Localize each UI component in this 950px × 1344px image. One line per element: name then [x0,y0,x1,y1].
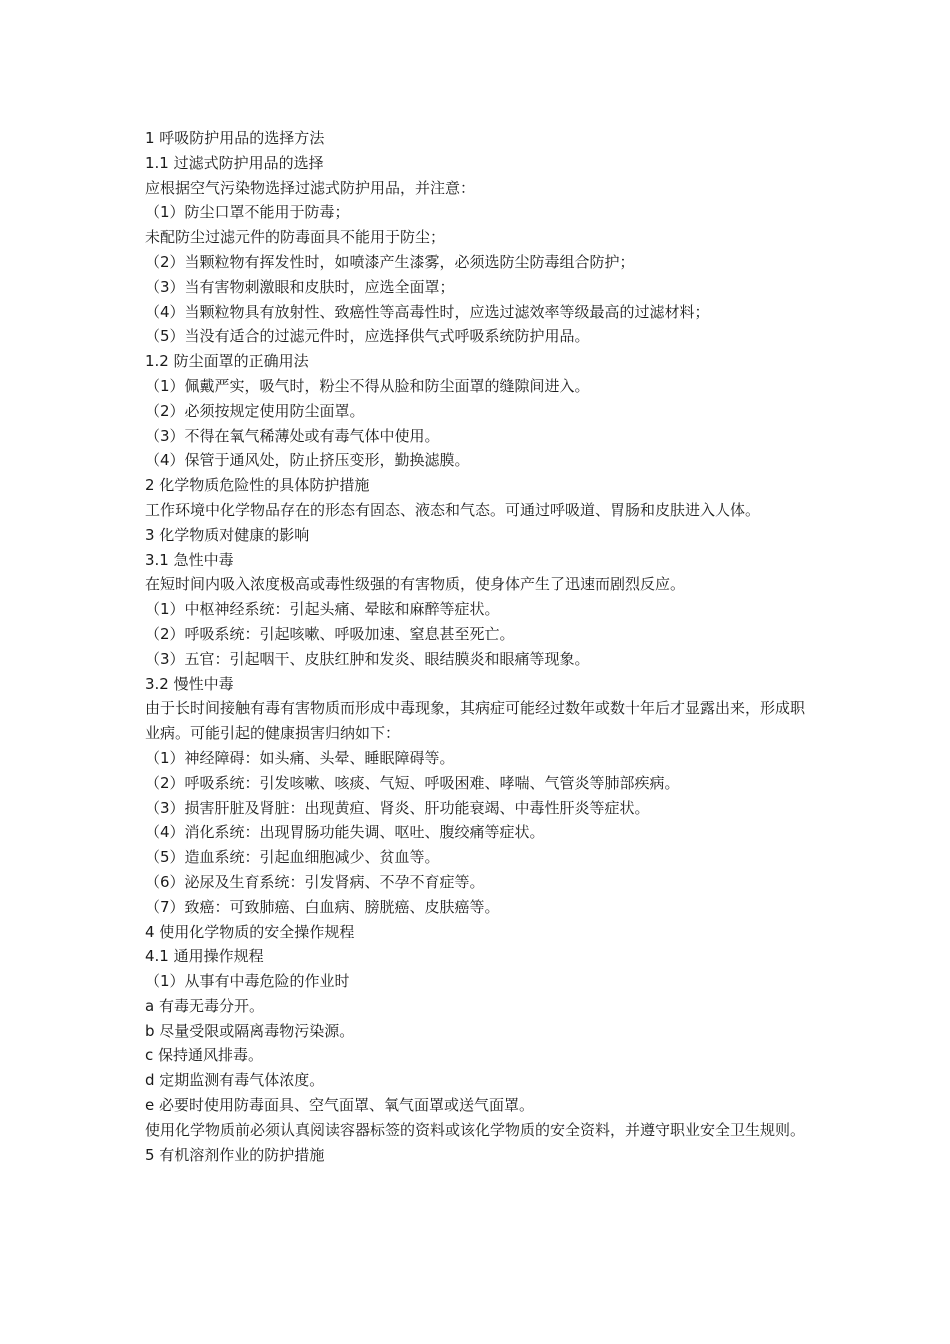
heading-1-2: 1.2 防尘面罩的正确用法 [145,352,309,371]
paragraph: 工作环境中化学物品存在的形态有固态、液态和气态。可通过呼吸道、胃肠和皮肤进入人体。 [145,500,761,519]
heading-3-1: 3.1 急性中毒 [145,550,234,569]
paragraph: 应根据空气污染物选择过滤式防护用品，并注意： [145,178,476,197]
list-item: （1）神经障碍：如头痛、头晕、睡眠障碍等。 [145,748,455,767]
list-item: （7）致癌：可致肺癌、白血病、膀胱癌、皮肤癌等。 [145,897,500,916]
paragraph: 使用化学物质前必须认真阅读容器标签的资料或该化学物质的安全资料，并遵守职业安全卫生规则。 [145,1120,806,1139]
list-item: （2）必须按规定使用防尘面罩。 [145,401,365,420]
sub-list-item: a 有毒无毒分开。 [145,996,264,1015]
heading-1: 1 呼吸防护用品的选择方法 [145,129,325,147]
heading-4: 4 使用化学物质的安全操作规程 [145,922,355,941]
sub-list-item: b 尽量受限或隔离毒物污染源。 [145,1021,355,1040]
list-item: （1）佩戴严实，吸气时，粉尘不得从脸和防尘面罩的缝隙间进入。 [145,376,590,395]
paragraph: 在短时间内吸入浓度极高或毒性级强的有害物质，使身体产生了迅速而剧烈反应。 [145,575,686,594]
heading-3: 3 化学物质对健康的影响 [145,525,310,544]
list-item: （1）从事有中毒危险的作业时 [145,972,350,991]
heading-5: 5 有机溶剂作业的防护措施 [145,1145,325,1164]
list-item: （4）消化系统：出现胃肠功能失调、呕吐、腹绞痛等症状。 [145,823,545,842]
list-item: （2）当颗粒物有挥发性时，如喷漆产生漆雾，必须选防尘防毒组合防护； [145,252,635,271]
list-item: （3）五官：引起咽干、皮肤红肿和发炎、眼结膜炎和眼痛等现象。 [145,649,590,668]
sub-list-item: c 保持通风排毒。 [145,1046,264,1065]
document-body [145,126,805,1167]
list-item: （2）呼吸系统：引起咳嗽、呼吸加速、窒息甚至死亡。 [145,624,515,643]
paragraph: 由于长时间接触有毒有害物质而形成中毒现象，其病症可能经过数年或数十年后才显露出来，形成职业病。可能引起的健康损害归纳如下： [145,699,806,743]
list-item: （4）保管于通风处，防止挤压变形，勤换滤膜。 [145,451,470,470]
heading-2: 2 化学物质危险性的具体防护措施 [145,476,370,495]
list-item: （2）呼吸系统：引发咳嗽、咳痰、气短、呼吸困难、哮喘、气管炎等肺部疾病。 [145,773,680,792]
list-item: （3）不得在氧气稀薄处或有毒气体中使用。 [145,426,440,445]
list-item: （1）防尘口罩不能用于防毒； [145,203,350,222]
list-item: （5）当没有适合的过滤元件时，应选择供气式呼吸系统防护用品。 [145,327,590,346]
sub-list-item: d 定期监测有毒气体浓度。 [145,1071,325,1090]
heading-3-2: 3.2 慢性中毒 [145,674,234,693]
list-item: （1）中枢神经系统：引起头痛、晕眩和麻醉等症状。 [145,600,500,619]
sub-list-item: e 必要时使用防毒面具、空气面罩、氧气面罩或送气面罩。 [145,1096,534,1115]
list-item: （3）损害肝脏及肾脏：出现黄疸、肾炎、肝功能衰竭、中毒性肝炎等症状。 [145,798,650,817]
heading-4-1: 4.1 通用操作规程 [145,947,264,966]
list-item: （3）当有害物刺激眼和皮肤时，应选全面罩； [145,277,455,296]
paragraph: 未配防尘过滤元件的防毒面具不能用于防尘； [145,228,446,247]
list-item: （6）泌尿及生育系统：引发肾病、不孕不育症等。 [145,872,485,891]
heading-1-1: 1.1 过滤式防护用品的选择 [145,153,324,172]
list-item: （4）当颗粒物具有放射性、致癌性等高毒性时，应选过滤效率等级最高的过滤材料； [145,302,710,321]
list-item: （5）造血系统：引起血细胞减少、贫血等。 [145,848,440,867]
